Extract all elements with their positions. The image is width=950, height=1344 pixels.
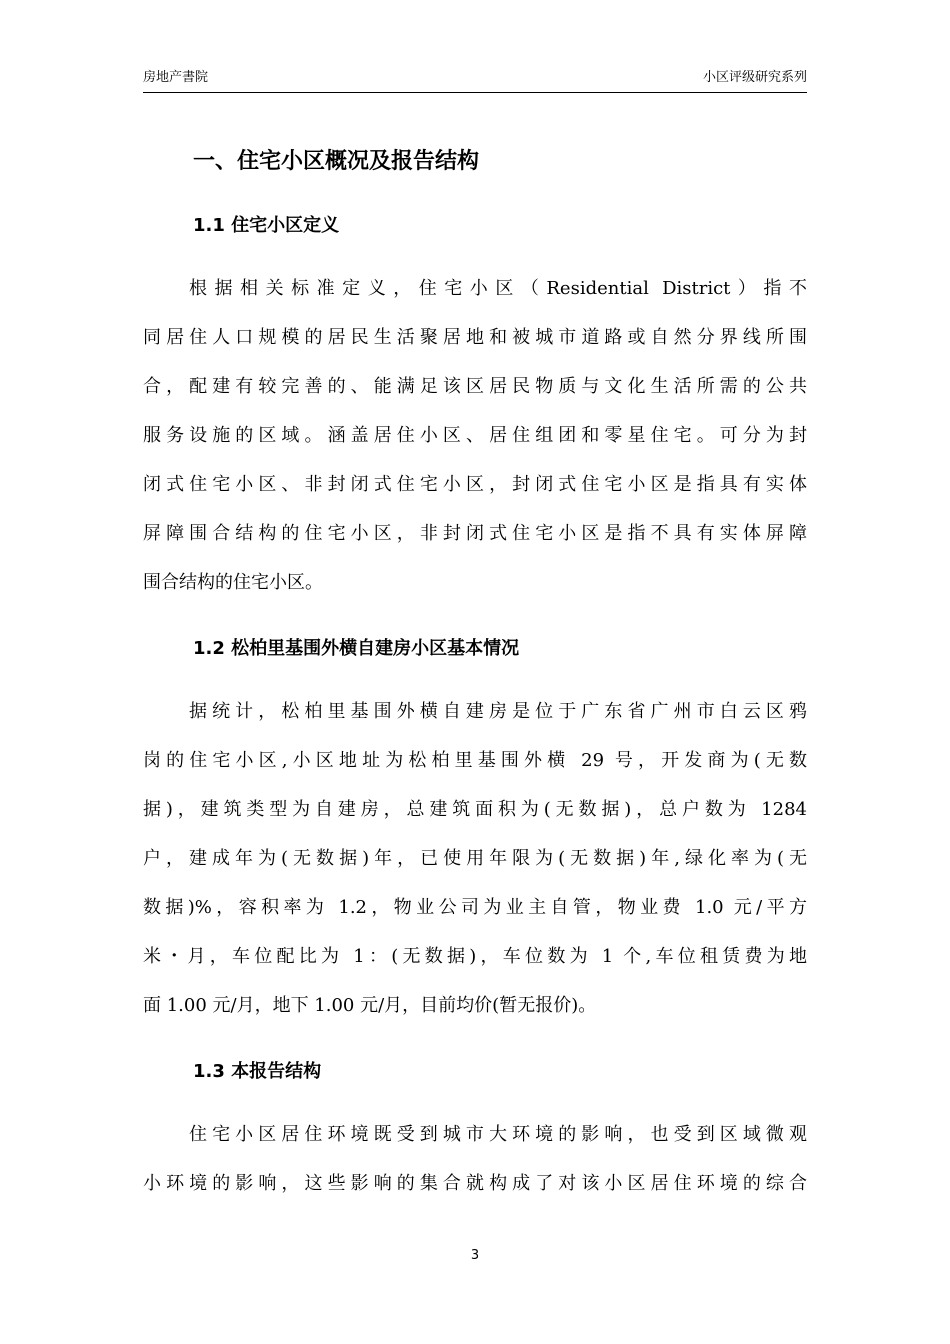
page-number: 3	[470, 1248, 480, 1263]
paragraph-line: 根据相关标准定义，住宅小区（Residential District）指不	[189, 278, 807, 299]
header-publisher: 房地产書院	[143, 70, 209, 85]
paragraph-line: 闭式住宅小区、非封闭式住宅小区，封闭式住宅小区是指具有实体	[143, 474, 807, 495]
subsection-title-1-3: 1.3 本报告结构	[193, 1061, 322, 1082]
subsection-title-1-2: 1.2 松柏里基围外横自建房小区基本情况	[193, 638, 520, 659]
paragraph-line: 围合结构的住宅小区。	[143, 572, 323, 593]
paragraph-line: 屏障围合结构的住宅小区，非封闭式住宅小区是指不具有实体屏障	[143, 523, 807, 544]
paragraph-line: 面 1.00 元/月，地下 1.00 元/月，目前均价(暂无报价)。	[143, 995, 597, 1016]
paragraph-line: 住宅小区居住环境既受到城市大环境的影响，也受到区域微观	[189, 1124, 807, 1145]
paragraph-line: 服务设施的区域。涵盖居住小区、居住组团和零星住宅。可分为封	[143, 425, 807, 446]
paragraph-line: 据统计，松柏里基围外横自建房是位于广东省广州市白云区鸦	[189, 701, 807, 722]
paragraph-line: 户，建成年为(无数据)年，已使用年限为(无数据)年,绿化率为(无	[143, 848, 807, 869]
paragraph-line: 同居住人口规模的居民生活聚居地和被城市道路或自然分界线所围	[143, 327, 807, 348]
section-title: 一、住宅小区概况及报告结构	[193, 149, 480, 174]
paragraph-line: 据)，建筑类型为自建房，总建筑面积为(无数据)，总户数为 1284	[143, 799, 807, 820]
paragraph-line: 小环境的影响，这些影响的集合就构成了对该小区居住环境的综合	[143, 1173, 807, 1194]
paragraph-line: 岗的住宅小区,小区地址为松柏里基围外横 29 号，开发商为(无数	[143, 750, 807, 771]
page-header	[143, 68, 807, 93]
paragraph-line: 米・月，车位配比为 1：(无数据)，车位数为 1 个,车位租赁费为地	[143, 946, 807, 967]
paragraph-line: 数据)%，容积率为 1.2，物业公司为业主自管，物业费 1.0 元/平方	[143, 897, 807, 918]
paragraph-line: 合，配建有较完善的、能满足该区居民物质与文化生活所需的公共	[143, 376, 807, 397]
subsection-title-1-1: 1.1 住宅小区定义	[193, 215, 340, 236]
header-series-title: 小区评级研究系列	[702, 70, 807, 85]
